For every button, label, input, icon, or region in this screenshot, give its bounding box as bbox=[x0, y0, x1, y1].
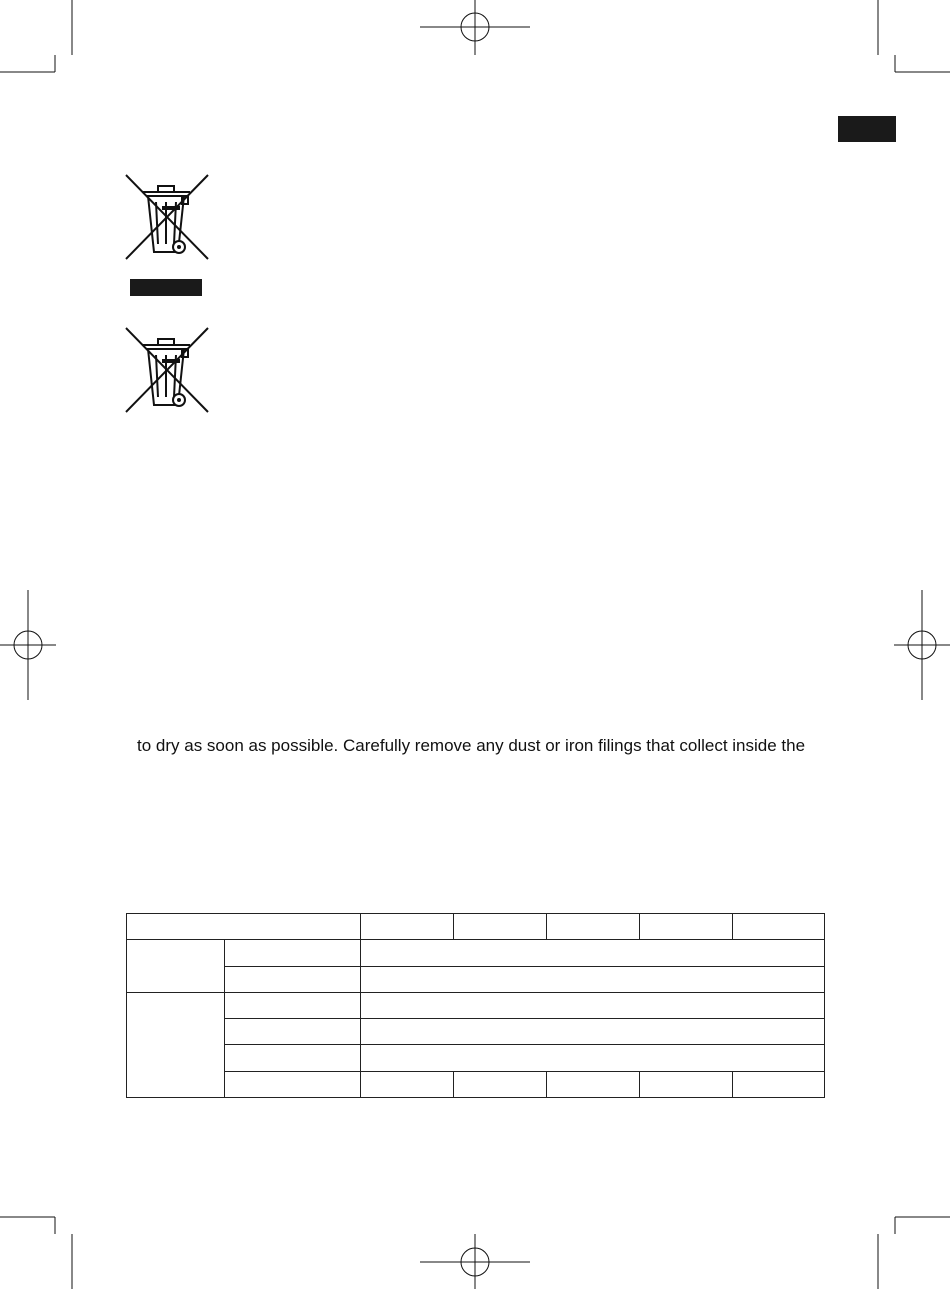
table-cell bbox=[733, 1071, 825, 1097]
table-cell bbox=[225, 992, 361, 1018]
registration-mark-icon bbox=[894, 590, 950, 700]
table-cell bbox=[547, 1071, 640, 1097]
table-row bbox=[127, 940, 825, 966]
table-row bbox=[127, 992, 825, 1018]
table-cell bbox=[454, 914, 547, 940]
table-cell bbox=[361, 1019, 825, 1045]
weee-crossed-bin-icon bbox=[122, 325, 212, 415]
table-cell bbox=[640, 914, 733, 940]
table-cell bbox=[225, 1071, 361, 1097]
specification-table bbox=[126, 913, 825, 1098]
table-cell bbox=[127, 992, 225, 1097]
table-cell bbox=[225, 1019, 361, 1045]
registration-mark-icon bbox=[0, 590, 56, 700]
registration-mark-icon bbox=[420, 1231, 530, 1289]
maintenance-text-line: to dry as soon as possible. Carefully remove any dust or iron filings that collect inside the bbox=[137, 736, 806, 755]
table-cell bbox=[361, 992, 825, 1018]
language-tab bbox=[838, 116, 896, 142]
table-cell bbox=[361, 1071, 454, 1097]
table-cell bbox=[454, 1071, 547, 1097]
table-row bbox=[127, 1019, 825, 1045]
table-cell bbox=[225, 940, 361, 966]
table-cell bbox=[361, 1045, 825, 1071]
registration-mark-icon bbox=[420, 0, 530, 58]
table-cell bbox=[361, 914, 454, 940]
table-cell bbox=[127, 940, 225, 993]
weee-crossed-bin-icon bbox=[122, 172, 212, 262]
table-row bbox=[127, 1045, 825, 1071]
table-row bbox=[127, 966, 825, 992]
table-cell bbox=[127, 914, 361, 940]
table-cell bbox=[225, 966, 361, 992]
table-cell bbox=[361, 966, 825, 992]
table-cell bbox=[361, 940, 825, 966]
table-cell bbox=[547, 914, 640, 940]
table-row bbox=[127, 914, 825, 940]
table-cell bbox=[640, 1071, 733, 1097]
table-cell bbox=[733, 914, 825, 940]
table-cell bbox=[225, 1045, 361, 1071]
separate-collection-bar bbox=[130, 279, 202, 296]
table-row bbox=[127, 1071, 825, 1097]
